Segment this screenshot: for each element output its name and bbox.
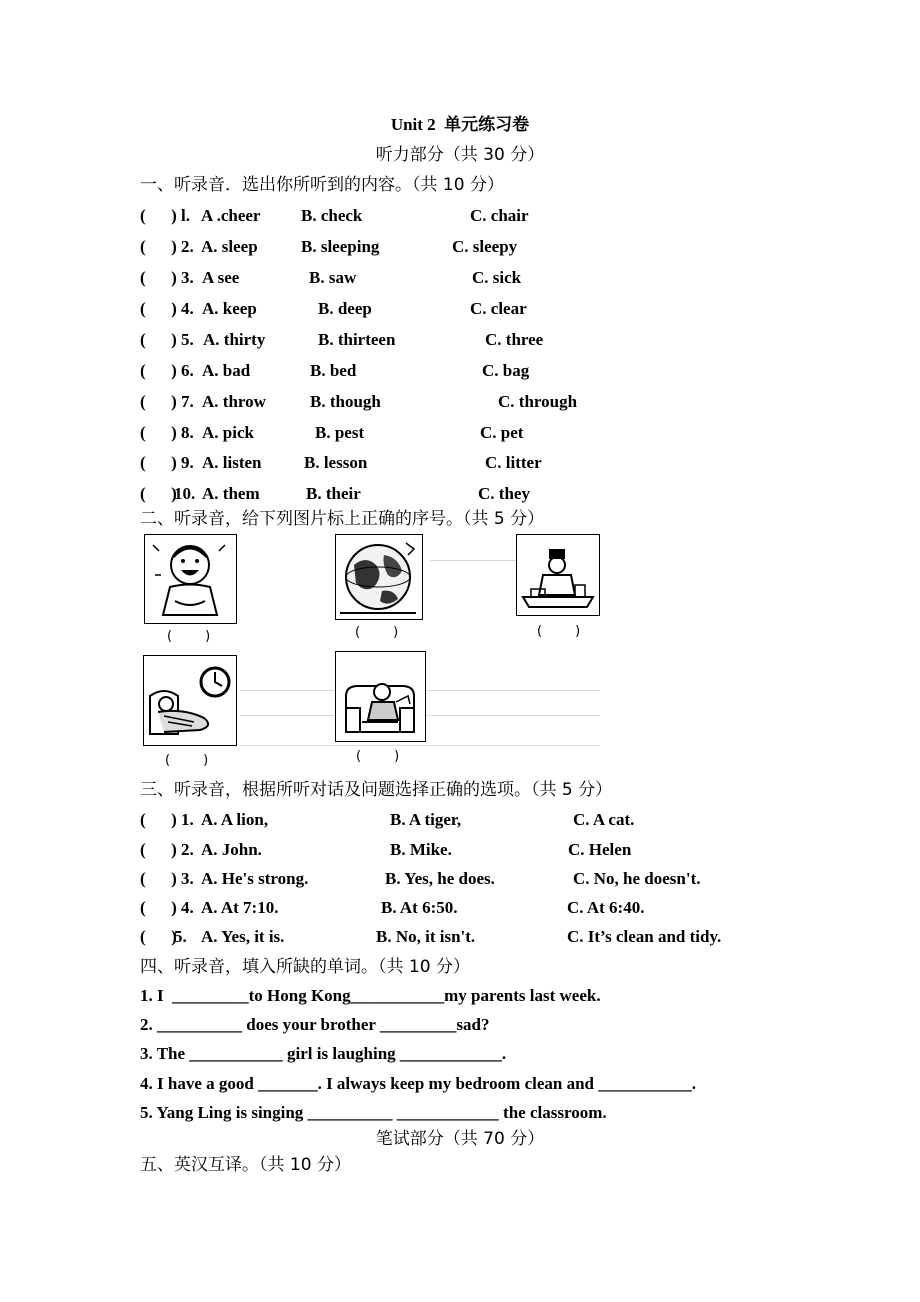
- option-b: B. sleeping: [301, 237, 380, 256]
- option-a: A. At 7:10.: [201, 898, 279, 917]
- option-c: C. through: [498, 392, 578, 411]
- option-a: A. listen: [202, 453, 262, 472]
- option-c: C. sleepy: [452, 237, 518, 256]
- question-number: 4.: [181, 299, 194, 318]
- fill-in-line: 1. I _________to Hong Kong___________my parents last week.: [140, 986, 601, 1005]
- option-c: C. pet: [480, 423, 524, 442]
- answer-bracket: ( ): [140, 330, 177, 349]
- answer-bracket: ( ): [140, 484, 177, 503]
- section5-title: 五、英汉互译。（共 10 分）: [140, 1155, 351, 1175]
- picture4-caption: ( ): [165, 753, 209, 768]
- option-a: A see: [202, 268, 240, 287]
- option-c: C. sick: [472, 268, 522, 287]
- option-b: B. pest: [315, 423, 365, 442]
- option-a: A. Yes, it is.: [201, 927, 285, 946]
- option-b: B. though: [310, 392, 381, 411]
- option-a: A .cheer: [201, 206, 261, 225]
- option-c: C. Helen: [568, 840, 632, 859]
- answer-bracket: ( ): [140, 453, 177, 472]
- option-a: A. them: [202, 484, 260, 503]
- option-a: A. sleep: [201, 237, 258, 256]
- fill-in-line: 4. I have a good _______. I always keep my bedroom clean and ___________.: [140, 1074, 696, 1093]
- section2-title: 二、听录音，给下列图片标上正确的序号。（共 5 分）: [140, 509, 545, 529]
- option-b: B. saw: [309, 268, 357, 287]
- option-a: A. A lion,: [201, 810, 269, 829]
- listening-section-title: 听力部分（共 30 分）: [375, 145, 545, 165]
- answer-bracket: ( ): [140, 898, 177, 917]
- question-number: 7.: [181, 392, 194, 411]
- answer-bracket: ( ): [140, 927, 177, 946]
- option-b: B. check: [301, 206, 363, 225]
- answer-bracket: ( ): [140, 840, 177, 859]
- answer-bracket: ( ): [140, 392, 177, 411]
- answer-bracket: ( ): [140, 268, 177, 287]
- picture2-caption: ( ): [355, 625, 399, 640]
- option-c: C. At 6:40.: [567, 898, 645, 917]
- question-number: 10.: [174, 484, 196, 503]
- question-number: 1.: [181, 810, 194, 829]
- option-c: C. they: [478, 484, 530, 503]
- question-number: 4.: [181, 898, 194, 917]
- question-number: 5.: [181, 330, 194, 349]
- option-c: C. chair: [470, 206, 529, 225]
- answer-bracket: ( ): [140, 206, 177, 225]
- question-number: 8.: [181, 423, 194, 442]
- fill-in-line: 3. The ___________ girl is laughing ____________.: [140, 1044, 507, 1063]
- option-b: B. lesson: [304, 453, 368, 472]
- written-section-title: 笔试部分（共 70 分）: [375, 1129, 545, 1149]
- option-c: C. bag: [482, 361, 530, 380]
- option-b: B. A tiger,: [390, 810, 462, 829]
- option-c: C. No, he doesn't.: [573, 869, 701, 888]
- option-c: C. A cat.: [573, 810, 635, 829]
- picture3-caption: ( ): [537, 624, 581, 639]
- answer-bracket: ( ): [140, 361, 177, 380]
- option-c: C. clear: [470, 299, 527, 318]
- question-number: 3.: [181, 268, 194, 287]
- option-b: B. deep: [318, 299, 372, 318]
- sleeping-clock-picture: [143, 655, 237, 746]
- laughing-boy-picture: [144, 534, 237, 624]
- section1-title: 一、听录音．选出你所听到的内容。（共 10 分）: [140, 175, 504, 195]
- answer-bracket: ( ): [140, 299, 177, 318]
- option-a: A. thirty: [203, 330, 266, 349]
- globe-picture: [335, 534, 423, 620]
- bleed-through-line: [240, 745, 600, 746]
- man-at-desk-picture: [516, 534, 600, 616]
- answer-bracket: ( ): [140, 810, 177, 829]
- section3-title: 三、听录音，根据所听对话及问题选择正确的选项。（共 5 分）: [140, 780, 613, 800]
- option-b: B. At 6:50.: [381, 898, 458, 917]
- question-number: 3.: [181, 869, 194, 888]
- option-a: A. pick: [202, 423, 254, 442]
- question-number: 6.: [181, 361, 194, 380]
- question-number: 9.: [181, 453, 194, 472]
- question-number: 2.: [181, 237, 194, 256]
- answer-bracket: ( ): [140, 237, 177, 256]
- picture5-caption: ( ): [356, 749, 400, 764]
- option-b: B. No, it isn't.: [376, 927, 476, 946]
- option-b: B. bed: [310, 361, 357, 380]
- option-c: C. three: [485, 330, 544, 349]
- option-a: A. throw: [202, 392, 266, 411]
- option-a: A. keep: [202, 299, 257, 318]
- answer-bracket: ( ): [140, 423, 177, 442]
- man-in-armchair-picture: [335, 651, 426, 742]
- option-c: C. litter: [485, 453, 542, 472]
- question-number: l.: [181, 206, 190, 225]
- page-title: Unit 2 单元练习卷: [390, 115, 530, 134]
- section4-title: 四、听录音，填入所缺的单词。（共 10 分）: [140, 957, 470, 977]
- question-number: 2.: [181, 840, 194, 859]
- option-c: C. It’s clean and tidy.: [567, 927, 722, 946]
- option-a: A. John.: [201, 840, 262, 859]
- picture1-caption: ( ): [167, 629, 211, 644]
- fill-in-line: 2. __________ does your brother _________sad?: [140, 1015, 490, 1034]
- option-b: B. Yes, he does.: [385, 869, 495, 888]
- question-number: 5.: [174, 927, 187, 946]
- option-a: A. bad: [202, 361, 251, 380]
- option-b: B. thirteen: [318, 330, 396, 349]
- fill-in-line: 5. Yang Ling is singing __________ ____________ the classroom.: [140, 1103, 607, 1122]
- option-b: B. their: [306, 484, 361, 503]
- option-a: A. He's strong.: [201, 869, 309, 888]
- answer-bracket: ( ): [140, 869, 177, 888]
- option-b: B. Mike.: [390, 840, 452, 859]
